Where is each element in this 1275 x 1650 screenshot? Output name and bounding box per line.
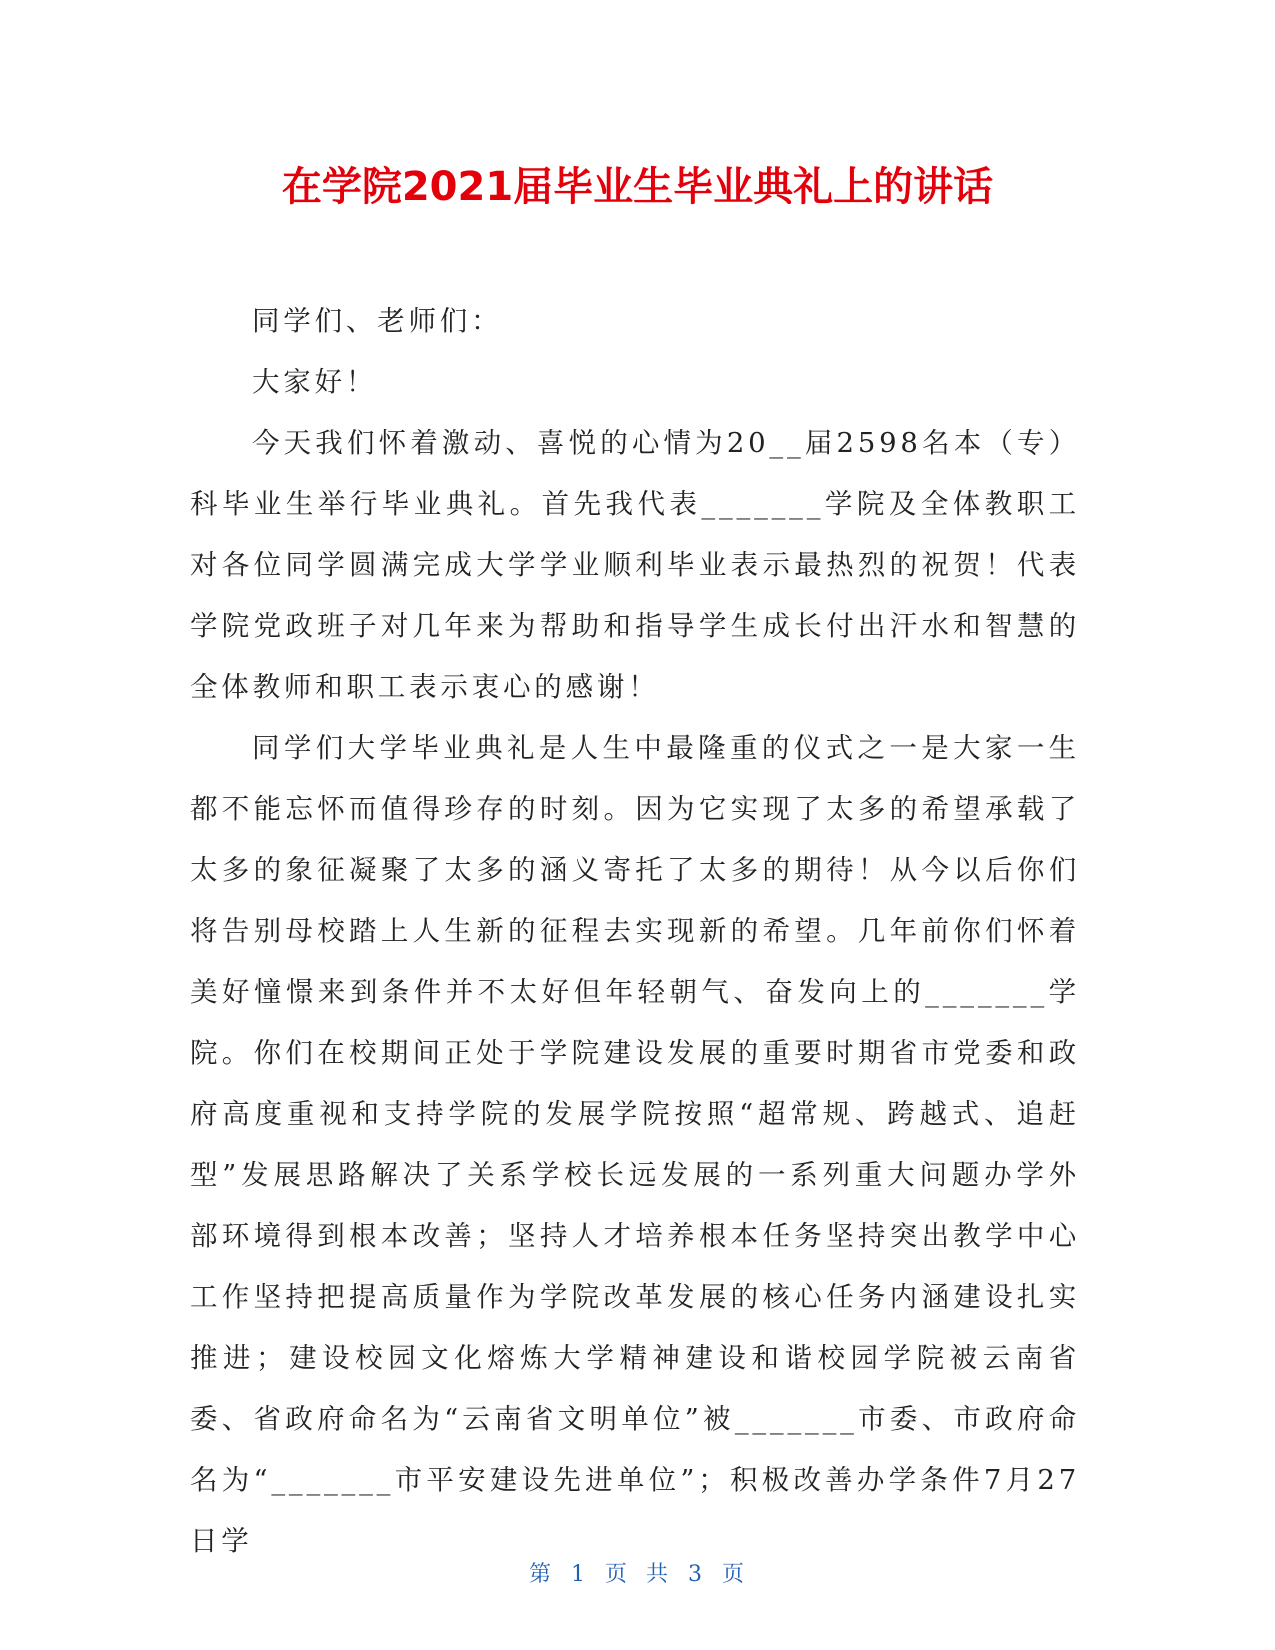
greeting-paragraph: 大家好！ [252,366,378,398]
current-page-number: 1 [570,1562,587,1587]
document-title: 在学院2021届毕业生毕业典礼上的讲话 [281,164,994,210]
page-number-footer [0,1560,1275,1590]
page-mid-word: 页 [604,1562,629,1587]
total-page-number: 3 [688,1562,705,1587]
total-word: 共 [646,1562,671,1587]
salutation-paragraph: 同学们、老师们： [252,305,503,337]
page-word: 第 [528,1562,553,1587]
document-body [190,291,1080,1572]
body-paragraph: 同学们大学毕业典礼是人生中最隆重的仪式之一是大家一生都不能忘怀而值得珍存的时刻。因为它实现了太多的希望承载了太多的象征凝聚了太多的涵义寄托了太多的期待！从今以后你们将告别母校踏上人生新的征程去实现新的希望。几年前你们怀着美好憧憬来到条件并不太好但年轻朝气、奋发向上的_______学院。你们在校期间正处于学院建设发展的重要时期省市党委和政府高度重视和支持学院的发展学院按照“超常规、跨越式、追赶型”发展思路解决了关系学校长远发展的一系列重大问题办学外部环境得到根本改善；坚持人才培养根本任务坚持突出教学中心工作坚持把提高质量作为学院改革发展的核心任务内涵建设扎实推进；建设校园文化熔炼大学精神建设和谐校园学院被云南省委、省政府命名为“云南省文明单位”被_______市委、市政府命名为“_______市平安建设先进单位”；积极改善办学条件7月27日学 [190,732,1080,1557]
body-paragraph: 今天我们怀着激动、喜悦的心情为20__届2598名本（专）科毕业生举行毕业典礼。首先我代表_______学院及全体教职工对各位同学圆满完成大学学业顺利毕业表示最热烈的祝贺！代表学院党政班子对几年来为帮助和指导学生成长付出汗水和智慧的全体教师和职工表示衷心的感谢！ [190,427,1080,703]
page-end-word: 页 [722,1562,747,1587]
